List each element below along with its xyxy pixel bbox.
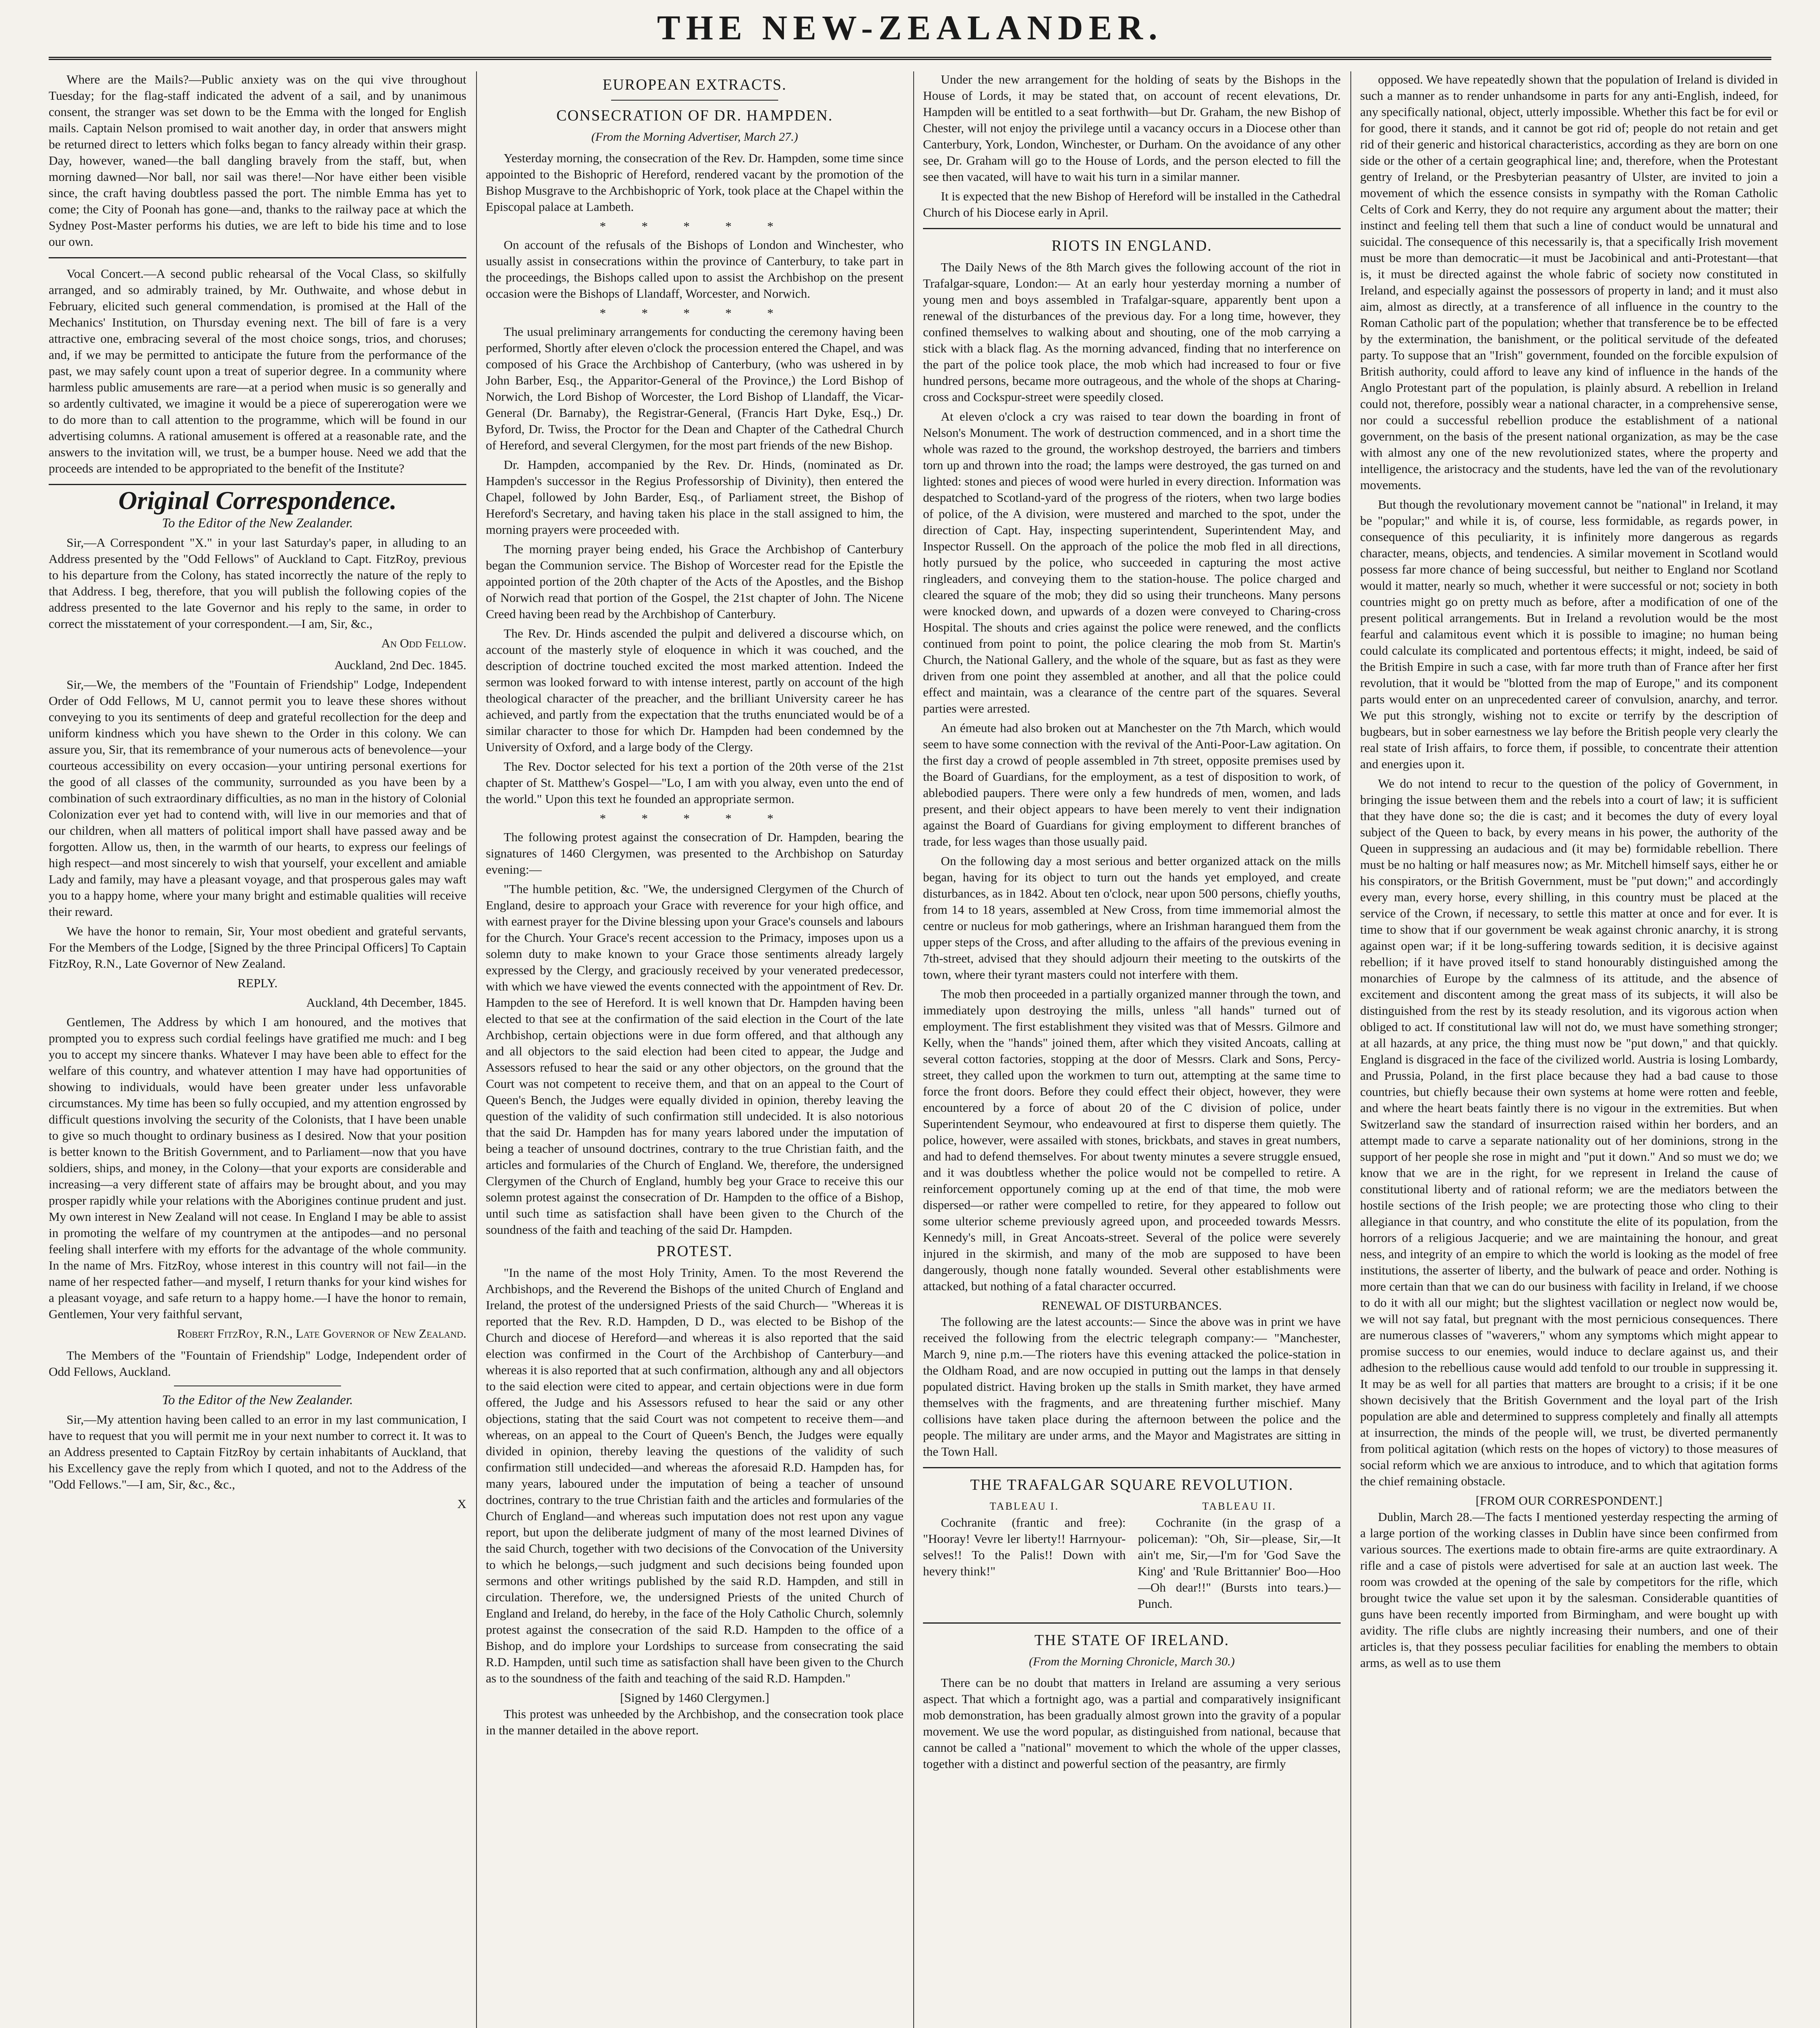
- article-title-trafalgar: THE TRAFALGAR SQUARE REVOLUTION.: [970, 1476, 1294, 1493]
- column-2: [486, 71, 904, 2028]
- paragraph: Dublin, March 28.—The facts I mentioned yesterday respecting the arming of a large portion of the working classes in Dublin have since been confirmed from various sources. The exertions made to obtain fire-arms are quite extraordinary. A rifle and a case of pistols were advertised for sale at an auction last week. The room was crowded at the opening of the sale by competitors for the rifle, which brought twice the value set upon it by the salesman. Considerable quantities of guns have been recently imported from Birmingham, and were bought up with avidity. The rifle clubs are nightly increasing their numbers, and one of their articles is, that they possess peculiar facilities for enabling the members to obtain arms, as well as to use them: [1360, 1510, 1778, 1670]
- tableau-1: [923, 1498, 1126, 1615]
- columns: [49, 71, 1779, 2028]
- divider: [611, 100, 778, 101]
- protest-signatures: [Signed by 1460 Clergymen.]: [620, 1691, 769, 1705]
- divider: [49, 484, 466, 485]
- paragraph: Dr. Hampden, accompanied by the Rev. Dr. Hinds, (nominated as Dr. Hampden's successor in the Regius Professorship of Divinity), then entered the Chapel, followed by John Barder, Esq., of Parliament street, the Bishop of Hereford's Secretary, and having taken his place in the stall assigned to him, the morning prayers were proceeded with.: [486, 458, 904, 537]
- letter-body: Sir,—A Correspondent "X." in your last Saturday's paper, in alluding to an Address presented by the "Odd Fellows" of Auckland to Capt. FitzRoy, previous to his departure from the Colony, has stated incorrectly the nature of the reply to that Address. I beg, therefore, that you will publish the following copies of the address presented to the late Governor and his reply to the same, in order to correct the misstatement of your correspondent.—I am, Sir, &c.,: [49, 535, 466, 631]
- paragraph: opposed. We have repeatedly shown that the population of Ireland is divided in such a manner as to render unhandsome in parts for any anti-English, indeed, for any specifically national, object, utterly impossible. Whether this fact be for evil or for good, there it stands, and it cannot be got rid of; people do not retain and get rid of their generic and historical characteristics, according as they are born on one side or the other of a certain geographical line; and, therefore, when the Protestant gentry of Ireland, or the Presbyterian peasantry of Ulster, are invited to join a movement of which the essence consists in sympathy with the Roman Catholic Celts of Cork and Kerry, they do not require any argument about the matter; their instinct and feeling tell them that such a line of conduct would be unnatural and suicidal. The consequence of this necessarily is, that a specifically Irish movement must be more than democratic—it must be Jacobinical and anti-Protestant—that is, it must be directed against the whole fabric of society now constituted in Ireland, and especially against the possessors of property in land; and it must also aim, almost as directly, at a transference of all influence in the country to the Roman Catholic part of the population; whether that transference be to be effected by the extermination, the banishment, or the political servitude of the defeated party. To suppose that an "Irish" government, founded on the forcible expulsion of British authority, could afford to leave any kind of influence in the hands of the Anglo Protestant part of the population, is plainly absurd. A rebellion in Ireland could not, therefore, possibly wear a national character, in a comprehensive sense, nor could a successful rebellion produce the establishment of a national government, on the basis of the present national organization, as may be the case with almost any one of the new revolutionized states, where the property and intelligence, the aristocracy and the students, have led the van of the revolutionary movements.: [1360, 72, 1778, 492]
- paragraph: At eleven o'clock a cry was raised to tear down the boarding in front of Nelson's Monument. The work of destruction commenced, and in a short time the whole was razed to the ground, the workshop destroyed, the barriers and timbers torn up and thrown into the road; the lamps were destroyed, the gas turned on and lighted: stones and pieces of wood were hurled in every direction. Information was despatched to Scotland-yard of the progress of the rioters, when two large bodies of police, of the A division, were mustered and marched to the spot, under the direction of Capt. Hay, inspecting superintendent, Superintendent May, and Inspector Russell. On the approach of the police the mob fled in all directions, hotly pursued by the police, who succeeded in capturing the most active ringleaders, and conveying them to the station-house. The police charged and cleared the square of the mob; they did so using their truncheons. Many persons were knocked down, and upwards of a dozen were conveyed to Charing-cross Hospital. The shouts and cries against the police were renewed, and the conflicts continued from point to point, the police clearing the mob from St. Martin's Church, the National Gallery, and the whole of the square, but as fast as they were driven from one point they assembled at another, and all that the police could effect and maintain, was a clearance of the centre part of the squares. Several parties were arrested.: [923, 409, 1341, 715]
- column-rule: [476, 71, 477, 2028]
- tableau-label: TABLEAU I.: [989, 1500, 1059, 1512]
- article-concert: Vocal Concert.—A second public rehearsal of the Vocal Class, so skilfully arranged, and so admirably trained, by Mr. Outhwaite, and whose debut in February, elicited such general commendation, is promised at the Hall of the Mechanics' Institution, on Thursday evening next. The bill of fare is a very attractive one, embracing several of the most choice songs, trios, and choruses; and, if we may be permitted to anticipate the future from the performance of the past, we may safely count upon a treat of superior degree. In a community where harmless public amusements are rare—at a period when music is so generally and so ardently cultivated, we imagine it would be a piece of supererogation were we to do more than to call attention to the programme, which will be found in our advertising columns. A rational amusement is offered at a reasonable rate, and the answers to the invitation will, we trust, be a bumper house. Need we add that the proceeds are intended to be appropriated to the benefit of the Institute?: [49, 266, 466, 475]
- article-source: (From the Morning Chronicle, March 30.): [1029, 1655, 1235, 1668]
- article-title-riots: RIOTS IN ENGLAND.: [1051, 237, 1213, 254]
- divider: [923, 1622, 1341, 1624]
- reply-body: Gentlemen, The Address by which I am honoured, and the motives that prompted you to express such cordial feelings have gratified me much: and I beg you to accept my sincere thanks. Whatever I may have been able to effect for the welfare of this country, and whatever attention I may have had opportunities of showing to individuals, would have been greater under less unfavorable circumstances. My time has been so fully occupied, and my attention engrossed by difficult questions involving the security of the Colonists, that I have been unable to give so much thought to ordinary business as I desired. Now that your position is better known to the British Government, and to Parliament—now that you have soldiers, ships, and money, in the Colony—that your exports are considerable and increasing—a very different state of affairs may be brought about, and you may prosper rapidly while your relations with the Aborigines continue prudent and just. My own interest in New Zealand will not cease. In England I may be able to assist in promoting the welfare of my countrymen at the antipodes—and no personal feeling shall interfere with my efforts for the advantage of the whole community. In the name of Mrs. FitzRoy, whose interest in this country will not fail—in the name of her respected father—and myself, I return thanks for your kind wishes for a pleasant voyage, and safe return to a happy home.—I have the honor to remain, Gentlemen, Your very faithful servant,: [49, 1015, 466, 1321]
- letter-2-signature: X: [457, 1497, 466, 1511]
- petition-text: "The humble petition, &c. "We, the undersigned Clergymen of the Church of England, desire to approach your Grace with reverence for your high office, and with earnest prayer for the Divine blessing upon your Grace's counsels and labours for the Church. Your Grace's recent accession to the Primacy, imposes upon us a solemn duty to make known to your Grace those sentiments already largely expressed by the Clergy, and graciously received by your venerated predecessor, with which we have viewed the events connected with the appointment of Rev. Dr. Hampden to the see of Hereford. It is well known that Dr. Hampden having been elected to that see at the confirmation of the said election in the Court of the late Archbishop, certain objections were in due form offered, and that although any and all objectors to the said election had been cited to appear, the Judge and Assessors refused to hear the said or any other objectors, on the ground that the Court was not competent to receive them, and that on an appeal to the Court of Queen's Bench, the Judges were equally divided in opinion, thereby leaving the question of the validity of such confirmation still undecided. It is also notorious that the said Dr. Hampden has for many years labored under the imputation of being a teacher of unsound doctrines, contrary to the true Christian faith, and the articles and formularies of the Church of England. We, therefore, the undersigned Clergymen of the Church of England, humbly beg your Grace to receive this our solemn protest against the consecration of Dr. Hampden to the office of a Bishop, until such time as satisfaction shall have been given to the Church of the soundness of the faith and teaching of the said Dr. Hampden.: [486, 882, 904, 1237]
- paragraph: Yesterday morning, the consecration of the Rev. Dr. Hampden, some time since appointed to the Bishopric of Hereford, rendered vacant by the promotion of the Bishop Musgrave to the Archbishopric of York, took place at the Chapel within the Episcopal palace at Lambeth.: [486, 151, 904, 214]
- address-close: We have the honor to remain, Sir, Your most obedient and grateful servants, For the Members of the Lodge, [Signed by the three Principal Officers] To Captain FitzRoy, R.N., Late Governor of New Zealand.: [49, 924, 466, 971]
- paragraph: On account of the refusals of the Bishops of London and Winchester, who usually assist in consecrations within the province of Canterbury, to take part in the proceedings, the Bishops called upon to assist the Archbishop on the present occasion were the Bishops of Llandaff, Worcester, and Norwich.: [486, 238, 904, 301]
- paragraph: The Daily News of the 8th March gives the following account of the riot in Trafalgar-square, London:— At an early hour yesterday morning a number of young men and boys assembled in Trafalgar-square, apparently bent upon a renewal of the disturbances of the previous day. For a long time, however, they confined themselves to walking about and shouting, one of the mob carrying a stick with a black flag. As the morning advanced, finding that no interference on the part of the police took place, the mob which had increased to four or five hundred persons, became more outrageous, and the whole of the shops at Charing-cross and Cockspur-street were speedily closed.: [923, 260, 1341, 404]
- paragraph: The Rev. Dr. Hinds ascended the pulpit and delivered a discourse which, on account of the masterly style of eloquence in which it was couched, and the description of doctrine touched excited the most marked attention. Indeed the sermon was looked forward to with intense interest, partly on account of the high theological character of the preacher, and the brilliant University career he has achieved, and partly from the expectation that the truths enunciated would be of a similar character to those for which Dr. Hampden had been condemned by the University of Oxford, and a large body of the Clergy.: [486, 626, 904, 754]
- paragraph: But though the revolutionary movement cannot be "national" in Ireland, it may be "popular;" and while it is, of course, less formidable, as regards power, in consequence of this peculiarity, it is infinitely more dangerous as regards character, means, objects, and tendencies. A similar movement in Scotland would possess far more chance of being successful, but neither to England nor Scotland would it matter, nearly so much, whether it were successful or not; society in both countries might go on pretty much as before, after a modification of one of the present political arrangements. But in Ireland a revolution would be the most fearful and calamitous event which it is possible to imagine; no human being could calculate its complicated and portentous effects; it might, indeed, be said of the British Empire in such a case, with far more truth than of France after her first revolution, that it would be "blotted from the map of Europe," and its component parts would enter on an unprecedented career of convulsion, anarchy, and terror. We put this strongly, wishing not to excite or terrify by the description of bugbears, but in sober earnestness we lay before the British people very clearly the real state of Irish affairs, to force them, if possible, to concentrate their attention and energies upon it.: [1360, 497, 1778, 771]
- paragraph: The usual preliminary arrangements for conducting the ceremony having been performed, Shortly after eleven o'clock the procession entered the Chapel, and was composed of his Grace the Archbishop of Canterbury, (who was ushered in by John Barber, Esq., the Apparitor-General of the Province,) the Lord Bishop of Norwich, the Lord Bishop of Worcester, the Lord Bishop of Llandaff, the Vicar-General (Dr. Barnaby), the Registrar-General, (Francis Hart Dyke, Esq.,) Dr. Byford, Dr. Twiss, the Proctor for the Dean and Chapter of the Cathedral Church of Hereford, and several Clergymen, for the most part friends of the new Bishop.: [486, 324, 904, 452]
- paragraph: An émeute had also broken out at Manchester on the 7th March, which would seem to have some connection with the revival of the Anti-Poor-Law agitation. On the first day a crowd of people assembled in 7th street, opposite premises used by the Board of Guardians, for the employment, as a test of disposition to work, of ablebodied paupers. There were only a few hundreds of men, women, and lads present, and their object appears to have been merely to vent their indignation against the Board of Guardians for giving employment to different branches of trade, for less wages than those usually paid.: [923, 721, 1341, 849]
- letter-2-body: Sir,—My attention having been called to an error in my last communication, I have to request that you will permit me in your next number to correct it. It was to an Address presented to Captain FitzRoy by certain inhabitants of Auckland, that his Excellency gave the reply from which I quoted, and not to the Address of the "Odd Fellows."—I am, Sir, &c., &c.,: [49, 1412, 466, 1491]
- section-title-correspondence: Original Correspondence.: [118, 486, 397, 515]
- divider: [923, 1467, 1341, 1468]
- paragraph: It is expected that the new Bishop of Hereford will be installed in the Cathedral Church of his Diocese early in April.: [923, 189, 1341, 219]
- paragraph: We do not intend to recur to the question of the policy of Government, in bringing the issue between them and the rebels into a court of law; it is sufficient that they have done so; the die is cast; and it becomes the duty of every loyal subject of the Queen to back, by every means in his power, the authority of the Queen in suppressing an audacious and (it may be) formidable rebellion. There must be no halting or half measures now; as Mr. Mitchell himself says, either he or his conspirators, or the British Government, must be "put down;" and accordingly every man, every horse, every shilling, in this country must be placed at the service of the Crown, if necessary, to settle this matter at once and for ever. It is time to show that if our government be weak against chronic anarchy, it is strong against open war; if it be long-suffering towards sedition, it is decisive against rebellion; if it have proved itself to stand honourably distinguished among the monarchies of Europe by the calmness of its attitude, and the absence of excitement and discontent among the great mass of its subjects, it will also be distinguished from the rest by its steady resolution, and its vigorous action when obliged to act. If constitutional law will not do, we must have something stronger; at all hazards, at any price, the thing must now be "put down," and that quickly. England is disgraced in the face of the civilized world. Austria is losing Lombardy, and Prussia, Poland, in the first place because they had a bad cause to those countries, but chiefly because their own systems at home were rotten and feeble, and where the heart beats faintly there is no vigour in the extremities. But when Switzerland saw the standard of insurrection raised within her borders, and an attempt made to carve a separate nationality out of her dominions, strong in the support of her people she rose in might and "put it down." And so must we do; we know that we are in the right, for we represent in Ireland the cause of constitutional liberty and of rational reform; we are the mediators between the hostile sections of the Irish people; we are protecting those who cling to their allegiance in that country, and who constitute the elite of its population, from the horrors of a religious Jacquerie; and we are maintaining the honour, and great ness, and integrity of an empire to which the world is looking as the model of free institutions, the asserter of liberty, and the bulwark of peace and order. Nothing is more certain than that we can do our business with facility in Ireland, if we choose to do it with all our might; but the slightest vacillation or neglect now would be, we will not say fatal, but pregnant with the most pernicious consequences. There are numerous classes of "waverers," whom any symptoms which might appear to promise success to our enemies, would induce to declare against us, and their adhesion to the rebellious cause would add tenfold to our trouble in suppressing it. It may be as well for all parties that matters are brought to a crisis; if it be one shown decisively that the British Government and the loyal part of the Irish population are able and determined to suppress completely and finally all attempts at insurrection, the minds of the people will, we trust, be diverted permanently from political agitation (which rests on the hopes of victory) to those measures of social reform which we are anxious to introduce, and to which that agitation forms the chief remaining obstacle.: [1360, 776, 1778, 1488]
- paragraph: The following protest against the consecration of Dr. Hampden, bearing the signatures of 1460 Clergymen, was presented to the Archbishop on Saturday evening:—: [486, 830, 904, 877]
- masthead: THE NEW-ZEALANDER.: [657, 8, 1163, 47]
- paragraph: The morning prayer being ended, his Grace the Archbishop of Canterbury began the Communion service. The Bishop of Worcester read for the Epistle the appointed portion of the 20th chapter of the Acts of the Apostles, and the Bishop of Norwich read that portion of the Gospel, the 21st chapter of John. The Nicene Creed having been read by the Archbishop of Canterbury.: [486, 542, 904, 621]
- paragraph: On the following day a most serious and better organized attack on the mills began, having for its object to turn out the hands yet employed, and create disturbances, as in 1842. About ten o'clock, near upon 500 persons, chiefly youths, from 14 to 18 years, assembled at New Cross, from time immemorial almost the centre or nucleus for mob gatherings, where an Irishman harangued them from the upper steps of the Cross, and after alluding to the affairs of the previous evening in 7th-street, advised that they should adjourn their meeting to the outskirts of the town, where their tyrant masters could not interfere with them.: [923, 854, 1341, 982]
- paragraph: The Rev. Doctor selected for his text a portion of the 20th verse of the 21st chapter of St. Matthew's Gospel—"Lo, I am with you alway, even unto the end of the world." Upon this text he founded an appropriate sermon.: [486, 759, 904, 806]
- letter-signature: An Odd Fellow.: [381, 636, 466, 650]
- article-mails: Where are the Mails?—Public anxiety was on the qui vive throughout Tuesday; for the flag-staff indicated the advent of a sail, and by unanimous consent, the stranger was set down to be the Emma with the longed for English mails. Captain Nelson promised to wait another day, in order that answers might be returned direct to letters which folks began to fancy already within their grasp. Day, however, waned—the ball dangling bravely from the staff, but, when morning dawned—Nor ball, nor sail was there!—Nor have either been visible since, the craft having doubtless passed the port. The nimble Emma has yet to come; the City of Poonah has gone—and, thanks to the railway pace at which the Sydney Post-Master performs his duties, we are left to bide his time and to lose our own.: [49, 72, 466, 249]
- article-title-ireland: THE STATE OF IRELAND.: [1034, 1632, 1230, 1649]
- address-dateline: Auckland, 2nd Dec. 1845.: [334, 658, 466, 672]
- tableau-text: Cochranite (frantic and free): "Hooray! Vevre ler liberty!! Harrnyour-selves!! To the Palis!! Down with hevery think!": [923, 1515, 1126, 1578]
- paragraph: Under the new arrangement for the holding of seats by the Bishops in the House of Lords, it may be stated that, on account of recent elevations, Dr. Hampden will be entitled to a seat forthwith—but Dr. Graham, the new Bishop of Chester, will not enjoy the privilege until a vacancy occurs in a Diocese other than Canterbury, York, London, Winchester, or Durham. On the avoidance of any other see, Dr. Graham will go to the House of Lords, and the person elected to fill the see then vacated, will have to wait his turn in a similar manner.: [923, 72, 1341, 184]
- column-1: [49, 71, 466, 2028]
- column-3: [923, 71, 1341, 2028]
- protest-text: "In the name of the most Holy Trinity, Amen. To the most Reverend the Archbishops, and the Reverend the Bishops of the united Church of England and Ireland, the protest of the undersigned Priests of the said Church— "Whereas it is reported that the Rev. R.D. Hampden, D D., was elected to be Bishop of the Church and diocese of Hereford—and whereas it is also reported that the said election was confirmed in the Court of the Archbishop of Canterbury—and whereas it is also reported that at such confirmation, although any and all objectors to the said election were cited to appear, and certain objections were in due form offered, the Judge and his Assessors refused to hear the said or any other objections, stating that the said Court was not competent to receive them—and whereas, on an appeal to the Court of Queen's Bench, the Judges were equally divided in opinion, thereby leaving the questions of the validity of such confirmation still undecided—and whereas the aforesaid R.D. Hampden has, for many years, laboured under the imputation of being a teacher of unsound doctrines, contrary to the true Christian faith and the articles and formularies of the Church of England—and whereas such imputation does not rest upon any vague report, but upon the deliberate judgment of many of the most learned Divines of the said Church, together with two decisions of the Convocation of the University to which he belongs,—such judgment and such decisions being founded upon sermons and other writings published by the said R.D. Hampden, and still in circulation. Therefore, we, the undersigned Priests of the united Church of England and Ireland, do hereby, in the face of the Holy Catholic Church, solemnly protest against the consecration of the said R.D. Hampden to the office of a Bishop, and do implore your Lordships to surcease from consecrating the said R.D. Hampden, until such time as satisfaction shall have been given to the Church as to the soundness of the faith and teaching of the said R.D. Hampden.": [486, 1265, 904, 1685]
- reply-dateline: Auckland, 4th December, 1845.: [306, 995, 466, 1010]
- section-break: * * * * *: [599, 306, 790, 320]
- column-4: [1360, 71, 1778, 2028]
- section-break: * * * * *: [599, 219, 790, 233]
- column-rule: [1350, 71, 1351, 2028]
- tableau-pair: [923, 1498, 1341, 1615]
- to-editor-heading-2: To the Editor of the New Zealander.: [162, 1393, 353, 1407]
- divider: [49, 257, 466, 258]
- tableau-text: Cochranite (in the grasp of a policeman): "Oh, Sir—please, Sir,—It ain't me, Sir,—I'm for 'God Save the King' and 'Rule Brittannier' Boo—Hoo—Oh dear!!" (Bursts into tears.)—Punch.: [1138, 1515, 1341, 1611]
- paragraph: The mob then proceeded in a partially organized manner through the town, and immediately upon destroying the mills, unless "all hands" turned out of employment. The first establishment they visited was that of Messrs. Gilmore and Kelly, when the "hands" joined them, after which they visited Ancoats, calling at several cotton factories, stopping at the door of Messrs. Clark and Sons, Percy-street, they called upon the workmen to turn out, attempting at the same time to force the front doors. Before they could effect their object, however, they were encountered by a force of about 20 of the C division of police, under Superintendent Seymour, who endeavoured at first to disperse them quietly. The police, however, were assailed with stones, brickbats, and staves in great numbers, and had to defend themselves. For about twenty minutes a severe struggle ensued, and it was doubtless whether the police would not be compelled to retire. A reinforcement opportunely coming up at the end of that time, the mob were dispersed—or rather were compelled to retire, for they appeared to follow out some ulterior scheme previously agreed upon, and proceeded towards Messrs. Kennedy's mill, in Great Ancoats-street. Several of the police were severely injured in the skirmish, and many of the mob are supposed to have been dangerously, though none fatally wounded. Several other establishments were attacked, but nothing of a fatal character occurred.: [923, 987, 1341, 1293]
- address-body: Sir,—We, the members of the "Fountain of Friendship" Lodge, Independent Order of Odd Fellows, M U, cannot permit you to leave these shores without conveying to you its sentiments of deep and grateful recollection for the deep and uniform kindness which you have shewn to the Order in this colony. We can assure you, Sir, that its remembrance of your numerous acts of benevolence—your courteous accessibility on every occasion—your untiring personal exertions for the good of all classes of the community, surrounded as you have been by a combination of such extraordinary difficulties, as no man in the history of Colonial Colonization ever yet had to contend with, will live in our memories and that of our children, when all matters of political import shall have passed away and be forgotten. Allow us, then, in the warmth of our hearts, to express our feelings of high respect—and most sincerely to wish that yourself, your excellent and amiable Lady and family, may have a pleasant voyage, and that prosperous gales may waft you to a happy home, where your many bright and estimable qualities will receive their reward.: [49, 677, 466, 919]
- section-title-european-extracts: EUROPEAN EXTRACTS.: [602, 76, 787, 93]
- reply-signature: Robert FitzRoy, R.N., Late Governor of New Zealand.: [177, 1326, 466, 1341]
- tableau-2: [1138, 1498, 1341, 1615]
- tableau-label: TABLEAU II.: [1202, 1500, 1277, 1512]
- divider: [923, 228, 1341, 229]
- paragraph: There can be no doubt that matters in Ireland are assuming a very serious aspect. That which a fortnight ago, was a partial and comparatively insignificant mob demonstration, has been gradually almost grown into the gravity of a popular movement. We use the word popular, as distinguished from national, because that cannot be called a "national" movement to which the whole of the upper classes, together with a distinct and powerful section of the peasantry, are firmly: [923, 1676, 1341, 1771]
- renewal-heading: RENEWAL OF DISTURBANCES.: [1041, 1298, 1222, 1313]
- to-editor-heading: To the Editor of the New Zealander.: [162, 516, 353, 531]
- paragraph: The following are the latest accounts:— Since the above was in print we have received the following from the electric telegraph company:— "Manchester, March 9, nine p.m.—The rioters have this evening attacked the police-station in the Oldham Road, and are now occupied in putting out the lamps in that densely populated district. Having broken up the stalls in Smith market, they have armed themselves with the fragments, and are threatening further mischief. Many collisions have taken place during the afternoon between the police and the people. The military are under arms, and the Mayor and Magistrates are sitting in the Town Hall.: [923, 1315, 1341, 1459]
- protest-heading: PROTEST.: [657, 1243, 733, 1260]
- correspondent-heading: [FROM OUR CORRESPONDENT.]: [1475, 1493, 1663, 1508]
- reply-addressee: The Members of the "Fountain of Friendship" Lodge, Independent order of Odd Fellows, Auckland.: [49, 1348, 466, 1379]
- masthead-rule: [49, 57, 1771, 60]
- paragraph: This protest was unheeded by the Archbishop, and the consecration took place in the manner detailed in the above report.: [486, 1707, 904, 1737]
- section-break: * * * * *: [599, 811, 790, 825]
- article-source: (From the Morning Advertiser, March 27.): [591, 130, 798, 144]
- article-title-consecration: CONSECRATION OF DR. HAMPDEN.: [556, 107, 833, 124]
- column-rule: [913, 71, 914, 2028]
- reply-heading: REPLY.: [237, 976, 278, 990]
